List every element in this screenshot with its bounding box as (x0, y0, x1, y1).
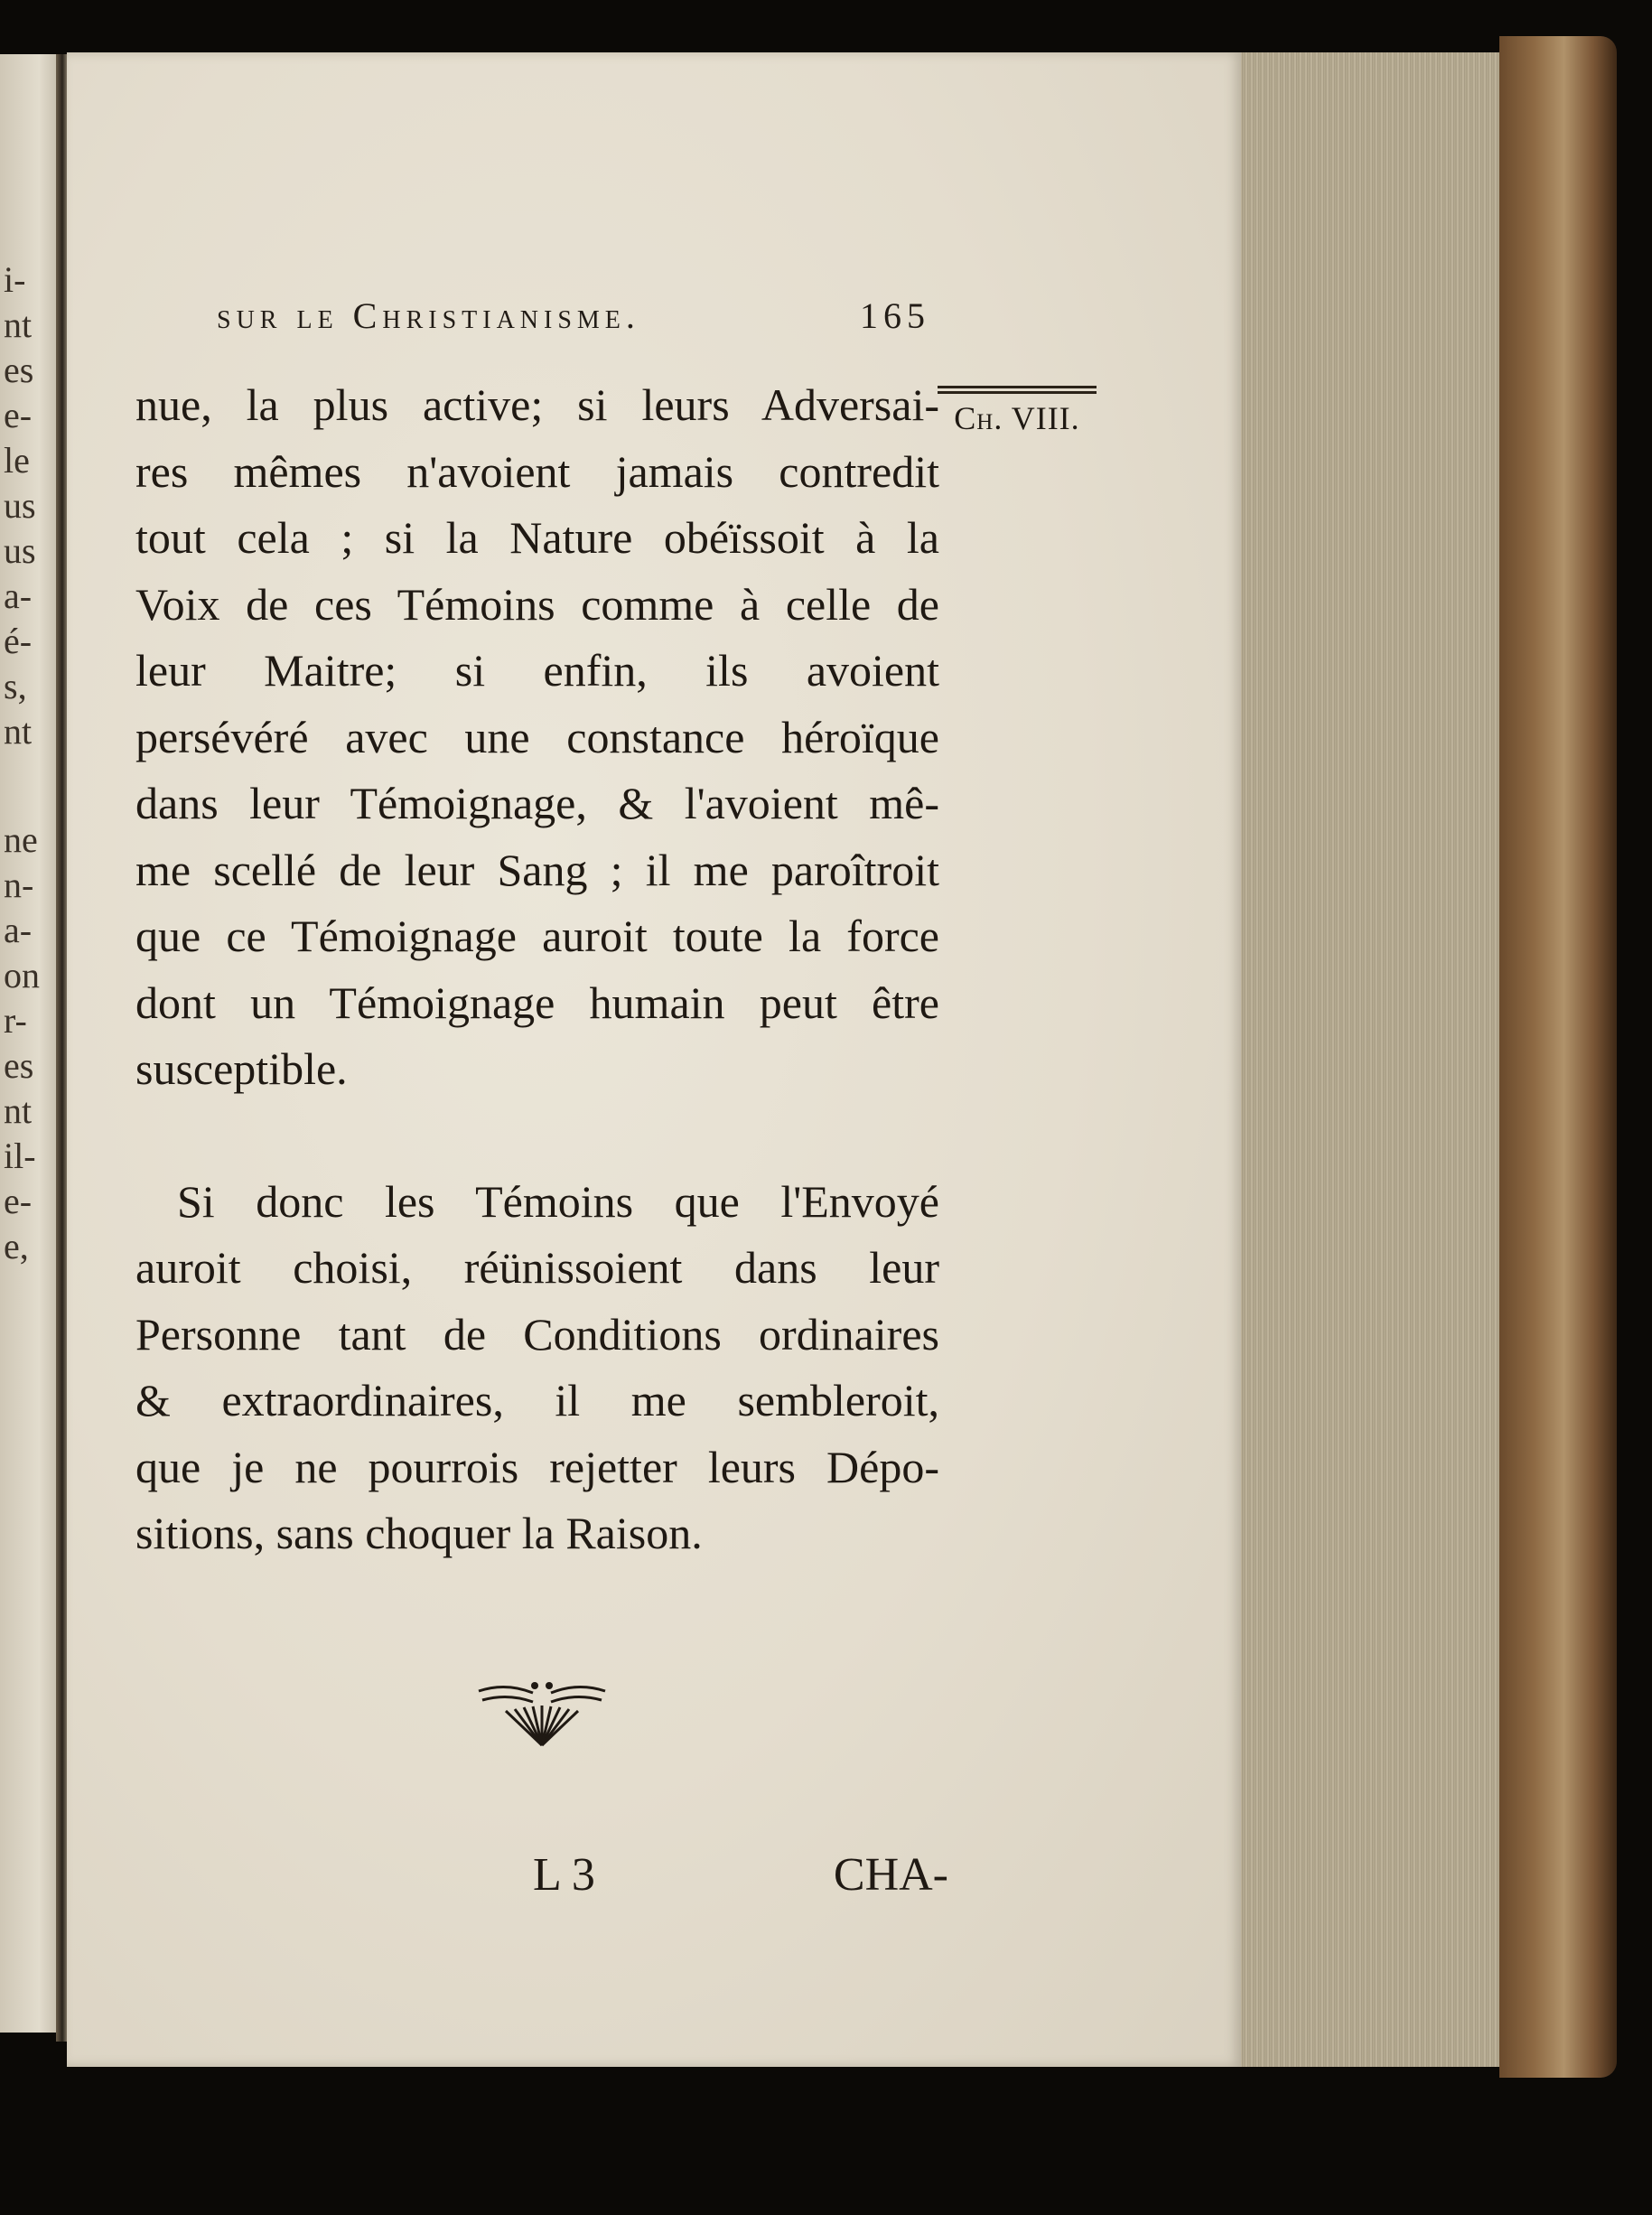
page-edges (1237, 52, 1508, 2067)
book-binding (1499, 36, 1617, 2078)
facing-page-fragment: e- (4, 395, 33, 435)
facing-page-fragment: é- (4, 621, 33, 661)
text-line: dans leur Témoignage, & l'avoient mê- (135, 778, 939, 828)
facing-page-fragment: il- (4, 1136, 36, 1176)
facing-page-fragment: i- (4, 259, 26, 300)
running-head (217, 294, 930, 337)
text-line: dont un Témoignage humain peut être (135, 977, 939, 1028)
facing-page-fragment: a- (4, 575, 33, 616)
text-line: persévéré avec une constance héroïque (135, 711, 939, 762)
page-footer (533, 1848, 948, 1902)
facing-page-fragment: on (4, 955, 40, 995)
chapter-label: Ch. VIII. (954, 400, 1080, 436)
facing-page-fragment: s, (4, 666, 27, 706)
facing-page-fragment: le (4, 440, 30, 481)
facing-page-fragment: a- (4, 910, 33, 950)
facing-page-fragment: n- (4, 865, 34, 905)
text-line: auroit choisi, réünissoient dans leur (135, 1242, 939, 1293)
text-line: que ce Témoignage auroit toute la force (135, 911, 939, 961)
margin-rule (938, 386, 1097, 388)
text-line: Si donc les Témoins que l'Envoyé (177, 1175, 939, 1227)
text-line: res mêmes n'avoient jamais contredit (135, 445, 939, 497)
page-number: 165 (860, 295, 930, 336)
facing-page-fragment: us (4, 530, 36, 571)
catchword: CHA- (833, 1849, 948, 1901)
text-line: susceptible. (135, 1043, 348, 1094)
paragraph-gap (135, 1103, 939, 1169)
text-line: sitions, sans choquer la Raison. (135, 1508, 703, 1558)
facing-page-fragment: nt (4, 711, 33, 752)
facing-page-fragment: us (4, 485, 36, 526)
signature-mark: L 3 (533, 1849, 595, 1901)
text-line: & extraordinaires, il me sembleroit, (135, 1375, 939, 1425)
margin-rule (938, 391, 1097, 394)
printer-ornament-icon (470, 1673, 614, 1754)
facing-page-fragment: es (4, 350, 34, 390)
facing-page-fragment: nt (4, 304, 33, 345)
text-line: me scellé de leur Sang ; il me paroîtroit (135, 844, 939, 895)
text-line: Voix de ces Témoins comme à celle de (135, 578, 939, 630)
facing-page-fragment: nt (4, 1090, 33, 1131)
facing-page-fragment: es (4, 1045, 34, 1086)
text-line: leur Maitre; si enfin, ils avoient (135, 645, 939, 696)
facing-page-fragment: e- (4, 1181, 33, 1221)
facing-page-fragment: ne (4, 819, 38, 860)
facing-page-fragment: e, (4, 1226, 29, 1266)
running-head-title: sur le Christianisme. (217, 295, 640, 336)
text-line: nue, la plus active; si leurs Adversai- (135, 379, 939, 430)
facing-page-fragment: r- (4, 1000, 27, 1041)
chapter-margin-note (938, 383, 1097, 437)
text-line: tout cela ; si la Nature obéïssoit à la (135, 512, 939, 563)
text-line: Personne tant de Conditions ordinaires (135, 1308, 939, 1360)
text-line: que je ne pourrois rejetter leurs Dépo- (135, 1441, 939, 1492)
body-text (135, 372, 939, 1567)
